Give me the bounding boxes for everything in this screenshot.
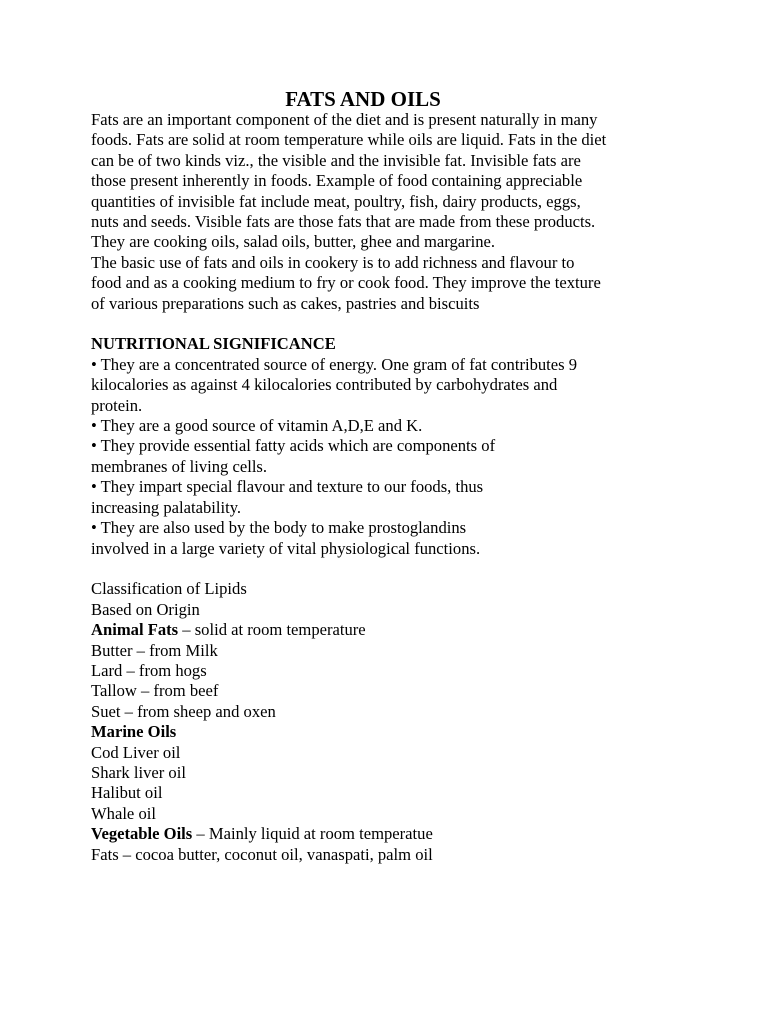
list-item: Halibut oil bbox=[91, 783, 163, 803]
animal-fats-heading: Animal Fats – solid at room temperature bbox=[91, 620, 366, 640]
text-line: quantities of invisible fat include meat, poultry, fish, dairy products, eggs, bbox=[91, 191, 581, 211]
bullet-line: • They impart special flavour and texture to our foods, thus bbox=[91, 477, 484, 497]
list-item: Cod Liver oil bbox=[91, 742, 181, 762]
nutrition-section bbox=[91, 334, 701, 558]
list-item: Shark liver oil bbox=[91, 762, 186, 782]
text-line: nuts and seeds. Visible fats are those fats that are made from these products. bbox=[91, 212, 596, 232]
blank-line bbox=[91, 314, 701, 334]
text-line: foods. Fats are solid at room temperature while oils are liquid. Fats in the diet bbox=[91, 130, 607, 150]
text-line: can be of two kinds viz., the visible and the invisible fat. Invisible fats are bbox=[91, 150, 581, 170]
bullet-line: • They are a concentrated source of energy. One gram of fat contributes 9 bbox=[91, 354, 578, 374]
text-line: membranes of living cells. bbox=[91, 456, 268, 476]
section-heading: NUTRITIONAL SIGNIFICANCE bbox=[91, 334, 336, 354]
list-item: Suet – from sheep and oxen bbox=[91, 701, 276, 721]
classification-subheading: Based on Origin bbox=[91, 599, 200, 619]
marine-oils-heading: Marine Oils bbox=[91, 722, 177, 742]
classification-heading: Classification of Lipids bbox=[91, 579, 247, 599]
list-item: Tallow – from beef bbox=[91, 681, 219, 701]
classification-section bbox=[91, 579, 701, 865]
list-item: Whale oil bbox=[91, 803, 156, 823]
text-line: food and as a cooking medium to fry or cook food. They improve the texture bbox=[91, 273, 601, 293]
text-line: They are cooking oils, salad oils, butter, ghee and margarine. bbox=[91, 232, 496, 252]
blank-line bbox=[91, 559, 701, 579]
vegetable-oils-heading: Vegetable Oils – Mainly liquid at room temperatue bbox=[91, 824, 433, 844]
text-line: of various preparations such as cakes, pastries and biscuits bbox=[91, 293, 480, 313]
list-item: Lard – from hogs bbox=[91, 660, 207, 680]
text-line: The basic use of fats and oils in cookery is to add richness and flavour to bbox=[91, 252, 575, 272]
list-item: Fats – cocoa butter, coconut oil, vanaspati, palm oil bbox=[91, 844, 433, 864]
list-item: Butter – from Milk bbox=[91, 640, 218, 660]
text-line: Fats are an important component of the diet and is present naturally in many bbox=[91, 110, 598, 129]
text-line: those present inherently in foods. Example of food containing appreciable bbox=[91, 171, 583, 191]
text-line: involved in a large variety of vital physiological functions. bbox=[91, 538, 481, 558]
bullet-line: • They provide essential fatty acids which are components of bbox=[91, 436, 496, 456]
document-body bbox=[91, 110, 701, 865]
page-title: FATS AND OILS bbox=[285, 87, 441, 111]
bullet-line: • They are also used by the body to make prostoglandins bbox=[91, 518, 467, 538]
bullet-line: • They are a good source of vitamin A,D,E and K. bbox=[91, 416, 423, 436]
text-line: protein. bbox=[91, 395, 143, 415]
text-line: kilocalories as against 4 kilocalories contributed by carbohydrates and bbox=[91, 375, 558, 395]
text-line: increasing palatability. bbox=[91, 497, 242, 517]
intro-paragraph bbox=[91, 110, 701, 314]
